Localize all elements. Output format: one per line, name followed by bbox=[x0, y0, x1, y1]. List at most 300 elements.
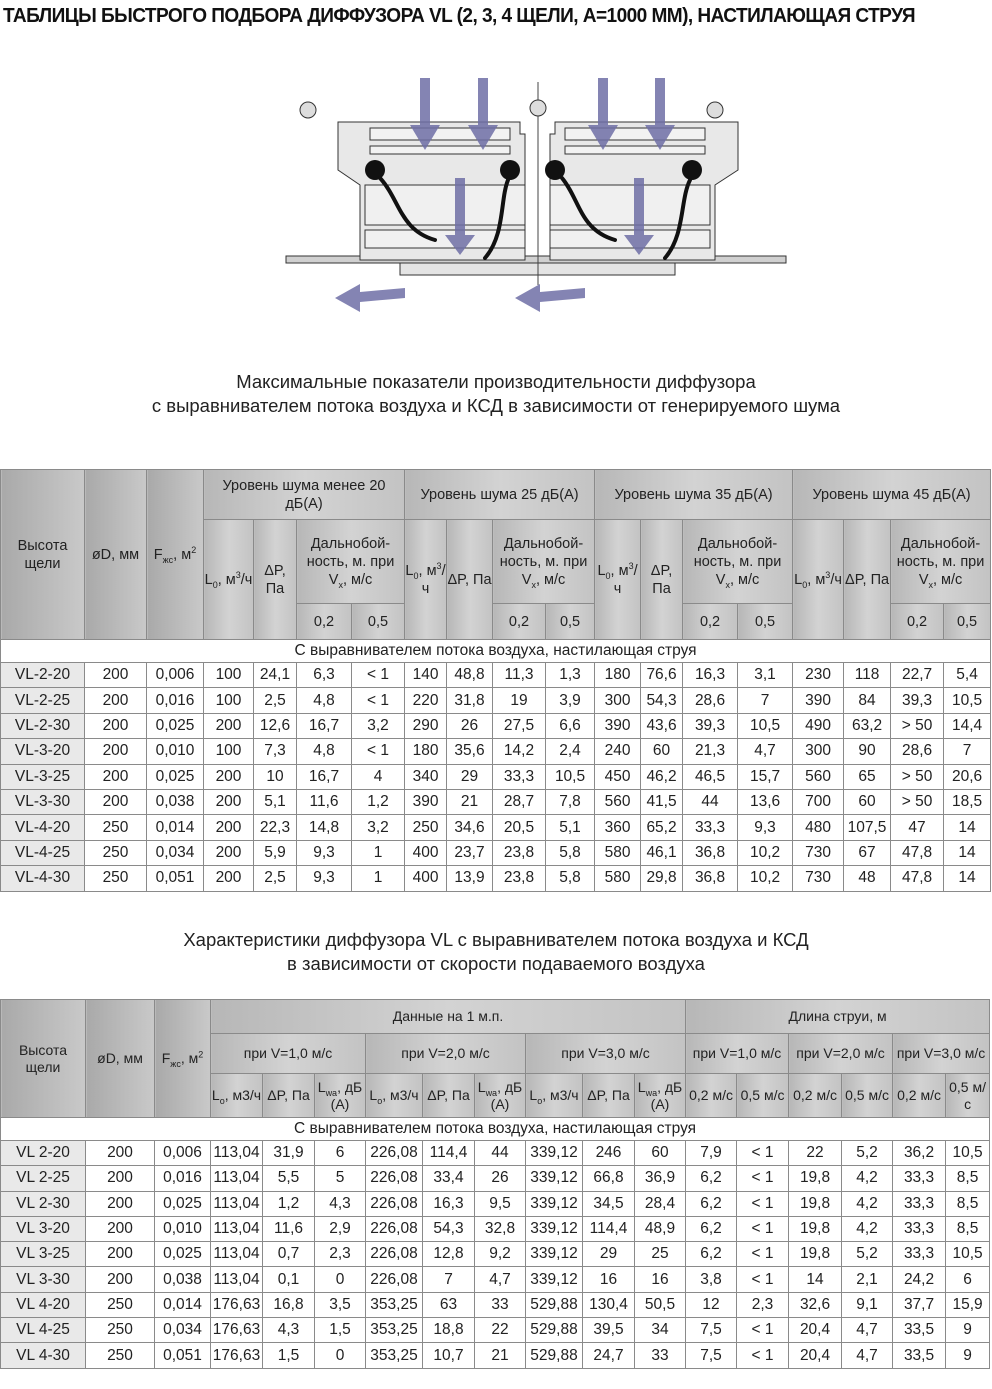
header-velocity-0-5: 0,5 bbox=[352, 604, 405, 640]
header-pressure-drop: ΔP, Па bbox=[641, 520, 683, 640]
value-cell: 1,2 bbox=[352, 789, 405, 814]
value-cell: 28,7 bbox=[493, 789, 546, 814]
value-cell: 113,04 bbox=[211, 1141, 263, 1166]
header-text-part: o bbox=[219, 1095, 225, 1106]
value-cell: 19,8 bbox=[789, 1191, 842, 1216]
value-cell: 5,4 bbox=[944, 663, 991, 688]
value-cell: 230 bbox=[793, 663, 844, 688]
header-velocity-0-2: 0,2 м/с bbox=[686, 1074, 737, 1118]
header-text-part: , м bbox=[217, 571, 236, 588]
value-cell: 480 bbox=[793, 815, 844, 840]
header-text-part: , м bbox=[418, 562, 437, 579]
table2-title-line2: в зависимости от скорости подаваемого воздуха bbox=[287, 953, 705, 974]
value-cell: 339,12 bbox=[526, 1191, 583, 1216]
table-row bbox=[1, 866, 991, 891]
table-row bbox=[1, 815, 991, 840]
value-cell: 19,8 bbox=[789, 1216, 842, 1241]
value-cell: 0,010 bbox=[155, 1216, 211, 1241]
value-cell: 5,2 bbox=[842, 1242, 893, 1267]
diffuser-diagram bbox=[280, 70, 800, 320]
header-text-part: , м bbox=[180, 1050, 199, 1066]
value-cell: 5,8 bbox=[546, 840, 595, 865]
value-cell: 529,88 bbox=[526, 1292, 583, 1317]
value-cell: 19,8 bbox=[789, 1166, 842, 1191]
value-cell: 26 bbox=[475, 1166, 526, 1191]
value-cell: 33 bbox=[635, 1343, 686, 1368]
value-cell: 2,5 bbox=[254, 866, 297, 891]
value-cell: 46,2 bbox=[641, 764, 683, 789]
noise-performance-table bbox=[0, 469, 991, 892]
header-text-part: 3 bbox=[235, 569, 241, 580]
value-cell: 339,12 bbox=[526, 1216, 583, 1241]
value-cell: 6,2 bbox=[686, 1191, 737, 1216]
value-cell: 41,5 bbox=[641, 789, 683, 814]
value-cell: 200 bbox=[85, 764, 147, 789]
value-cell: 4,2 bbox=[842, 1191, 893, 1216]
value-cell: 450 bbox=[595, 764, 641, 789]
value-cell: 76,6 bbox=[641, 663, 683, 688]
model-cell: VL 3-20 bbox=[1, 1216, 86, 1241]
value-cell: 6,6 bbox=[546, 713, 595, 738]
value-cell: 35,6 bbox=[447, 739, 493, 764]
value-cell: 16,7 bbox=[297, 764, 352, 789]
header-text-part: 0 bbox=[212, 579, 218, 590]
value-cell: 29,8 bbox=[641, 866, 683, 891]
value-cell: 28,6 bbox=[683, 688, 738, 713]
model-cell: VL 2-30 bbox=[1, 1191, 86, 1216]
value-cell: 1,3 bbox=[546, 663, 595, 688]
header-throw-range bbox=[891, 520, 991, 604]
value-cell: 730 bbox=[793, 840, 844, 865]
header-text-part: 2 bbox=[191, 544, 197, 555]
value-cell: 15,7 bbox=[738, 764, 793, 789]
value-cell: 290 bbox=[405, 713, 447, 738]
value-cell: 60 bbox=[844, 789, 891, 814]
value-cell: 60 bbox=[641, 739, 683, 764]
model-cell: VL 4-25 bbox=[1, 1318, 86, 1343]
value-cell: 22,7 bbox=[891, 663, 944, 688]
value-cell: 20,5 bbox=[493, 815, 546, 840]
header-text-part: wa bbox=[645, 1087, 658, 1098]
value-cell: 339,12 bbox=[526, 1141, 583, 1166]
value-cell: 529,88 bbox=[526, 1318, 583, 1343]
value-cell: 4,8 bbox=[297, 688, 352, 713]
value-cell: 66,8 bbox=[583, 1166, 635, 1191]
value-cell: 20,6 bbox=[944, 764, 991, 789]
header-speed-3: при V=3,0 м/с bbox=[526, 1034, 686, 1074]
value-cell: 19 bbox=[493, 688, 546, 713]
value-cell: 34,6 bbox=[447, 815, 493, 840]
value-cell: 24,7 bbox=[583, 1343, 635, 1368]
value-cell: 200 bbox=[86, 1267, 155, 1292]
value-cell: 226,08 bbox=[366, 1191, 423, 1216]
header-text-part: Дальнобой-ность, м. при V bbox=[896, 535, 985, 588]
header-jet-speed-3: при V=3,0 м/с bbox=[893, 1034, 990, 1074]
header-text-part: L bbox=[477, 1078, 486, 1095]
header-noise-level bbox=[635, 1074, 686, 1118]
value-cell: 390 bbox=[595, 713, 641, 738]
header-jet-length: Длина струи, м bbox=[686, 1000, 990, 1034]
value-cell: 6,3 bbox=[297, 663, 352, 688]
value-cell: 47,8 bbox=[891, 840, 944, 865]
header-velocity-0-2: 0,2 bbox=[683, 604, 738, 640]
value-cell: 16 bbox=[583, 1267, 635, 1292]
value-cell: 300 bbox=[793, 739, 844, 764]
header-text-part: 0 bbox=[413, 570, 419, 581]
value-cell: 400 bbox=[405, 840, 447, 865]
value-cell: 21 bbox=[475, 1343, 526, 1368]
header-flow-rate bbox=[405, 520, 447, 640]
header-text-part: wa bbox=[485, 1087, 498, 1098]
value-cell: 0,025 bbox=[147, 764, 204, 789]
header-text-part: F bbox=[153, 546, 163, 563]
value-cell: 200 bbox=[85, 789, 147, 814]
value-cell: 200 bbox=[204, 815, 254, 840]
table-row bbox=[1, 789, 991, 814]
value-cell: 2,3 bbox=[737, 1292, 789, 1317]
value-cell: < 1 bbox=[737, 1166, 789, 1191]
value-cell: 34,5 bbox=[583, 1191, 635, 1216]
value-cell: 48,9 bbox=[635, 1216, 686, 1241]
value-cell: > 50 bbox=[891, 713, 944, 738]
value-cell: 0,025 bbox=[155, 1191, 211, 1216]
value-cell: 28,6 bbox=[891, 739, 944, 764]
value-cell: 8,5 bbox=[946, 1191, 990, 1216]
value-cell: 33,5 bbox=[893, 1343, 946, 1368]
model-cell: VL-2-20 bbox=[1, 663, 85, 688]
value-cell: 43,6 bbox=[641, 713, 683, 738]
value-cell: 4,2 bbox=[842, 1166, 893, 1191]
value-cell: 13,6 bbox=[738, 789, 793, 814]
value-cell: 25 bbox=[635, 1242, 686, 1267]
value-cell: 50,5 bbox=[635, 1292, 686, 1317]
value-cell: 200 bbox=[85, 688, 147, 713]
value-cell: 10,5 bbox=[944, 688, 991, 713]
value-cell: > 50 bbox=[891, 764, 944, 789]
model-cell: VL 2-25 bbox=[1, 1166, 86, 1191]
header-area bbox=[155, 1000, 211, 1118]
value-cell: 180 bbox=[405, 739, 447, 764]
value-cell: 4,2 bbox=[842, 1216, 893, 1241]
table1-title bbox=[0, 370, 992, 418]
header-noise-group-1: Уровень шума менее 20 дБ(А) bbox=[204, 470, 405, 520]
value-cell: 12,8 bbox=[423, 1242, 475, 1267]
model-cell: VL 4-20 bbox=[1, 1292, 86, 1317]
header-data-per-meter: Данные на 1 м.п. bbox=[211, 1000, 686, 1034]
value-cell: 250 bbox=[86, 1343, 155, 1368]
header-text-part: 3 bbox=[436, 560, 442, 571]
value-cell: 33 bbox=[475, 1292, 526, 1317]
table-row bbox=[1, 1318, 990, 1343]
value-cell: 339,12 bbox=[526, 1267, 583, 1292]
value-cell: 200 bbox=[85, 713, 147, 738]
value-cell: 0,038 bbox=[147, 789, 204, 814]
value-cell: 33,3 bbox=[893, 1191, 946, 1216]
value-cell: 113,04 bbox=[211, 1267, 263, 1292]
value-cell: 10,7 bbox=[423, 1343, 475, 1368]
value-cell: 47 bbox=[891, 815, 944, 840]
header-velocity-0-5: 0,5 bbox=[738, 604, 793, 640]
value-cell: 84 bbox=[844, 688, 891, 713]
header-text-part: жс bbox=[162, 554, 174, 565]
header-throw-range bbox=[297, 520, 405, 604]
value-cell: 100 bbox=[204, 739, 254, 764]
value-cell: 33,3 bbox=[893, 1242, 946, 1267]
value-cell: 226,08 bbox=[366, 1166, 423, 1191]
value-cell: 560 bbox=[595, 789, 641, 814]
header-text-part: Дальнобой-ность, м. при V bbox=[306, 535, 395, 588]
value-cell: 200 bbox=[86, 1216, 155, 1241]
value-cell: 11,3 bbox=[493, 663, 546, 688]
value-cell: 3,8 bbox=[686, 1267, 737, 1292]
header-text-part: Дальнобой-ность, м. при V bbox=[693, 535, 782, 588]
header-flow-rate bbox=[204, 520, 254, 640]
value-cell: 130,4 bbox=[583, 1292, 635, 1317]
header-pressure-drop: ΔP, Па bbox=[583, 1074, 635, 1118]
value-cell: < 1 bbox=[737, 1242, 789, 1267]
header-flow-rate bbox=[211, 1074, 263, 1118]
value-cell: 180 bbox=[595, 663, 641, 688]
value-cell: 44 bbox=[683, 789, 738, 814]
value-cell: 24,2 bbox=[893, 1267, 946, 1292]
value-cell: 10,2 bbox=[738, 840, 793, 865]
header-text-part: , м/с bbox=[342, 571, 373, 588]
value-cell: 2,4 bbox=[546, 739, 595, 764]
value-cell: 11,6 bbox=[263, 1216, 315, 1241]
value-cell: 250 bbox=[85, 815, 147, 840]
value-cell: 4,7 bbox=[738, 739, 793, 764]
value-cell: 4,8 bbox=[297, 739, 352, 764]
header-flow-rate bbox=[595, 520, 641, 640]
table-row bbox=[1, 764, 991, 789]
value-cell: 36,8 bbox=[683, 866, 738, 891]
header-velocity-0-2: 0,2 bbox=[297, 604, 352, 640]
value-cell: 33,3 bbox=[493, 764, 546, 789]
diffuser-body bbox=[286, 82, 786, 285]
value-cell: 0,010 bbox=[147, 739, 204, 764]
value-cell: 16 bbox=[635, 1267, 686, 1292]
value-cell: 18,5 bbox=[944, 789, 991, 814]
table-row bbox=[1, 1141, 990, 1166]
header-text-part: L bbox=[317, 1078, 326, 1095]
header-slot-height: Высота щели bbox=[1, 1000, 86, 1118]
value-cell: 20,4 bbox=[789, 1343, 842, 1368]
header-velocity-0-2: 0,2 м/с bbox=[893, 1074, 946, 1118]
value-cell: 14 bbox=[944, 815, 991, 840]
header-diameter: øD, мм bbox=[86, 1000, 155, 1118]
value-cell: 0,014 bbox=[155, 1292, 211, 1317]
value-cell: 200 bbox=[204, 840, 254, 865]
value-cell: 46,1 bbox=[641, 840, 683, 865]
header-text-part: /ч bbox=[830, 571, 842, 588]
header-speed-2: при V=2,0 м/с bbox=[366, 1034, 526, 1074]
value-cell: 0,051 bbox=[155, 1343, 211, 1368]
value-cell: 29 bbox=[447, 764, 493, 789]
value-cell: 26 bbox=[447, 713, 493, 738]
value-cell: 39,5 bbox=[583, 1318, 635, 1343]
value-cell: 226,08 bbox=[366, 1216, 423, 1241]
value-cell: 24,1 bbox=[254, 663, 297, 688]
value-cell: 200 bbox=[86, 1166, 155, 1191]
page-title: ТАБЛИЦЫ БЫСТРОГО ПОДБОРА ДИФФУЗОРА VL (2, 3, 4 ЩЕЛИ, A=1000 ММ), НАСТИЛАЮЩАЯ СТРУЯ bbox=[3, 4, 916, 27]
table-row bbox=[1, 1343, 990, 1368]
header-text-part: wa bbox=[325, 1087, 338, 1098]
value-cell: 10 bbox=[254, 764, 297, 789]
header-text-part: , дБ (А) bbox=[330, 1078, 363, 1112]
header-text-part: , м/с bbox=[535, 571, 566, 588]
value-cell: 3,1 bbox=[738, 663, 793, 688]
header-text-part: x bbox=[725, 579, 730, 590]
model-cell: VL-3-25 bbox=[1, 764, 85, 789]
value-cell: 14 bbox=[789, 1267, 842, 1292]
header-text-part: x bbox=[928, 579, 933, 590]
value-cell: 113,04 bbox=[211, 1191, 263, 1216]
value-cell: 240 bbox=[595, 739, 641, 764]
value-cell: 12,6 bbox=[254, 713, 297, 738]
value-cell: 0,051 bbox=[147, 866, 204, 891]
value-cell: 22 bbox=[475, 1318, 526, 1343]
value-cell: 0,025 bbox=[155, 1242, 211, 1267]
header-velocity-0-2: 0,2 м/с bbox=[789, 1074, 842, 1118]
header-jet-speed-2: при V=2,0 м/с bbox=[789, 1034, 893, 1074]
value-cell: 6,2 bbox=[686, 1166, 737, 1191]
value-cell: 0,016 bbox=[155, 1166, 211, 1191]
header-velocity-0-2: 0,2 bbox=[493, 604, 546, 640]
table-row bbox=[1, 663, 991, 688]
value-cell: 1,5 bbox=[315, 1318, 366, 1343]
value-cell: 33,4 bbox=[423, 1166, 475, 1191]
value-cell: 353,25 bbox=[366, 1292, 423, 1317]
value-cell: 560 bbox=[793, 764, 844, 789]
header-area bbox=[147, 470, 204, 640]
value-cell: 65 bbox=[844, 764, 891, 789]
value-cell: 3,5 bbox=[315, 1292, 366, 1317]
header-pressure-drop: ΔP, Па bbox=[447, 520, 493, 640]
value-cell: 37,7 bbox=[893, 1292, 946, 1317]
value-cell: 32,6 bbox=[789, 1292, 842, 1317]
value-cell: 48,8 bbox=[447, 663, 493, 688]
table-row bbox=[1, 739, 991, 764]
value-cell: 44 bbox=[475, 1141, 526, 1166]
value-cell: 16,7 bbox=[297, 713, 352, 738]
header-text-part: L bbox=[597, 562, 606, 579]
value-cell: 33,3 bbox=[683, 815, 738, 840]
value-cell: 114,4 bbox=[423, 1141, 475, 1166]
model-cell: VL-4-30 bbox=[1, 866, 85, 891]
value-cell: 226,08 bbox=[366, 1267, 423, 1292]
header-text-part: 3 bbox=[825, 569, 831, 580]
header-flow-rate bbox=[526, 1074, 583, 1118]
value-cell: 360 bbox=[595, 815, 641, 840]
value-cell: 13,9 bbox=[447, 866, 493, 891]
value-cell: 2,3 bbox=[315, 1242, 366, 1267]
value-cell: 1 bbox=[352, 840, 405, 865]
header-velocity-0-2: 0,2 bbox=[891, 604, 944, 640]
value-cell: 226,08 bbox=[366, 1141, 423, 1166]
value-cell: 529,88 bbox=[526, 1343, 583, 1368]
header-diameter: øD, мм bbox=[85, 470, 147, 640]
value-cell: 7,3 bbox=[254, 739, 297, 764]
value-cell: 21 bbox=[447, 789, 493, 814]
table-row bbox=[1, 1267, 990, 1292]
value-cell: 5,5 bbox=[263, 1166, 315, 1191]
value-cell: 9,5 bbox=[475, 1191, 526, 1216]
value-cell: 15,9 bbox=[946, 1292, 990, 1317]
value-cell: 200 bbox=[204, 789, 254, 814]
value-cell: 118 bbox=[844, 663, 891, 688]
value-cell: 5,1 bbox=[546, 815, 595, 840]
value-cell: 16,3 bbox=[423, 1191, 475, 1216]
header-text-part: /ч bbox=[421, 562, 446, 597]
value-cell: 1,2 bbox=[263, 1191, 315, 1216]
header-noise-group-2: Уровень шума 25 дБ(А) bbox=[405, 470, 595, 520]
value-cell: 226,08 bbox=[366, 1242, 423, 1267]
value-cell: 32,8 bbox=[475, 1216, 526, 1241]
header-pressure-drop: ΔP, Па bbox=[254, 520, 297, 640]
value-cell: 46,5 bbox=[683, 764, 738, 789]
value-cell: 176,63 bbox=[211, 1318, 263, 1343]
header-text-part: 3 bbox=[628, 560, 634, 571]
value-cell: 6,2 bbox=[686, 1242, 737, 1267]
value-cell: 176,63 bbox=[211, 1343, 263, 1368]
value-cell: 5,2 bbox=[842, 1141, 893, 1166]
value-cell: 19,8 bbox=[789, 1242, 842, 1267]
value-cell: 0,016 bbox=[147, 688, 204, 713]
header-pressure-drop: ΔP, Па bbox=[844, 520, 891, 640]
header-noise-level bbox=[315, 1074, 366, 1118]
value-cell: 200 bbox=[86, 1141, 155, 1166]
header-text-part: жс bbox=[170, 1058, 181, 1069]
header-velocity-0-5: 0,5 м/с bbox=[737, 1074, 789, 1118]
model-cell: VL 4-30 bbox=[1, 1343, 86, 1368]
value-cell: 4,7 bbox=[842, 1343, 893, 1368]
value-cell: 7,9 bbox=[686, 1141, 737, 1166]
value-cell: 113,04 bbox=[211, 1216, 263, 1241]
value-cell: 1 bbox=[352, 866, 405, 891]
value-cell: 63 bbox=[423, 1292, 475, 1317]
model-cell: VL-4-25 bbox=[1, 840, 85, 865]
model-cell: VL-2-25 bbox=[1, 688, 85, 713]
value-cell: 4 bbox=[352, 764, 405, 789]
value-cell: 54,3 bbox=[423, 1216, 475, 1241]
value-cell: 1,5 bbox=[263, 1343, 315, 1368]
value-cell: 4,7 bbox=[475, 1267, 526, 1292]
table1-title-line1: Максимальные показатели производительности диффузора bbox=[236, 371, 756, 392]
value-cell: 39,3 bbox=[891, 688, 944, 713]
header-text-part: , м bbox=[610, 562, 629, 579]
header-text-part: , м/с bbox=[729, 571, 760, 588]
value-cell: 7 bbox=[944, 739, 991, 764]
header-text-part: , м bbox=[173, 546, 192, 563]
value-cell: 580 bbox=[595, 840, 641, 865]
value-cell: 246 bbox=[583, 1141, 635, 1166]
header-text-part: F bbox=[161, 1050, 171, 1066]
value-cell: 2,5 bbox=[254, 688, 297, 713]
value-cell: 0,1 bbox=[263, 1267, 315, 1292]
value-cell: 10,5 bbox=[738, 713, 793, 738]
value-cell: 9,3 bbox=[297, 840, 352, 865]
value-cell: 18,8 bbox=[423, 1318, 475, 1343]
value-cell: 8,5 bbox=[946, 1216, 990, 1241]
header-jet-speed-1: при V=1,0 м/с bbox=[686, 1034, 789, 1074]
model-cell: VL-2-30 bbox=[1, 713, 85, 738]
header-text-part: x bbox=[338, 579, 343, 590]
value-cell: 200 bbox=[204, 866, 254, 891]
value-cell: 113,04 bbox=[211, 1166, 263, 1191]
header-text-part: /ч bbox=[240, 571, 253, 588]
value-cell: 10,5 bbox=[946, 1242, 990, 1267]
table-row bbox=[1, 688, 991, 713]
